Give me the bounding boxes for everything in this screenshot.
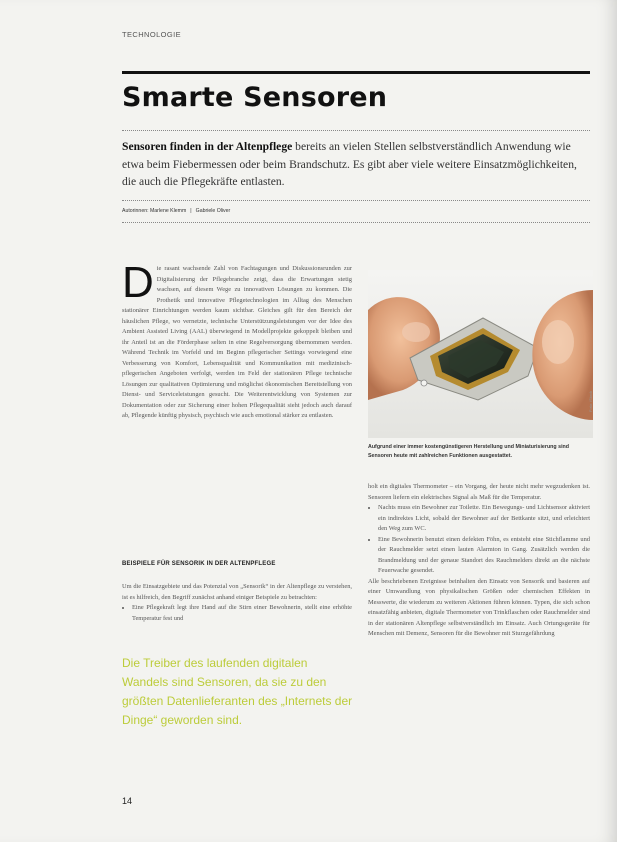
intro-paragraph xyxy=(122,258,352,422)
pull-quote: Die Treiber des laufenden digitalen Wandels sind Sensoren, da sie zu den größten Datenlieferanten des „Internets der Dinge“ geworden sind. xyxy=(122,656,353,727)
page-number: 14 xyxy=(122,796,133,806)
list-item: • Eine Pflegekraft legt ihre Hand auf die Stirn einer Bewohnerin, stellt eine erhöhte Temperatur fest und xyxy=(132,603,352,624)
left-bullet-list xyxy=(122,603,352,624)
dotted-divider-mid xyxy=(122,200,590,201)
author-primary: Autorinnen: Marlene Klemm xyxy=(122,208,187,214)
examples-intro: Um die Einsatzgebiete und das Potenzial von „Sensorik“ in der Altenpflege zu verstehen, ist es hilfreich, den Begriff zunächst anhand einiger Beispiele zu betrachten: xyxy=(122,583,352,601)
list-item: • Nachts muss ein Bewohner zur Toilette. Ein Bewegungs- und Lichtsensor aktiviert ein indirektes Licht, sobald der Bewohner auf der Bettkante sitzt, und erleichtert den Weg zum WC. xyxy=(378,503,590,535)
intro-column xyxy=(122,258,352,422)
right-bullet-list xyxy=(368,503,590,577)
top-rule xyxy=(122,71,590,74)
section-label: TECHNOLOGIE xyxy=(122,30,181,39)
article-title: Smarte Sensoren xyxy=(122,82,388,113)
board-hole xyxy=(421,380,427,386)
author-secondary: Gabriele Oliver xyxy=(195,208,231,214)
right-intro: holt ein digitales Thermometer – ein Vorgang, der heute nicht mehr wegzudenken ist. Sensoren liefern ein elektrisches Signal als Maß für die Temperatur. xyxy=(368,483,590,501)
left-thumbnail xyxy=(402,322,430,342)
lead-text: bereits an vielen Stellen selbstverständlich Anwendung wie etwa beim Fiebermessen oder beim Brandschutz. Es gibt aber viele weitere Einsatzmöglichkeiten, die auch die Pflegekräfte entlasten. xyxy=(122,140,577,188)
right-fingernail xyxy=(542,320,574,364)
intro-body: ie rasant wachsende Zahl von Fachtagungen und Diskussionsrunden zur Digitalisierung der Pflegebranche zeigt, dass die Erwartungen stetig wachsen, auf diesem Wege zu innovativen Lösungen zu kommen. Die Prothetik und innovative Pflegetechnologien im Alltag des Menschen stationärer Einrichtungen werden kaum sichtbar. Gleiches gilt für den Bereich der häuslichen Pflege, wo vernetzte, technische Unterstützungsleistungen vor der Idee des Ambient Assisted Living (AAL) überwiegend in Modellprojekte gekoppelt bleiben und ihr Anteil ist an die Förderphase selten in eine Regelversorgung übernommen werden. Während Technik im Vorfeld und im Beginn pflegerischer Settings vorwiegend eine Verbesserung von Komfort, Lebensqualität und Kommunikation mit medizinisch-pflegerischen Angeboten verfolgt, werden im Feld der stationären Pflege technische Lösungen zur qualitativen Optimierung und möglichst ökonomischen Bereitstellung von Dienst- und Serviceleistungen gesucht. Die Weiterentwicklung von Systemen zur Dokumentation oder zur Sicherung einer hohen Pflegequalität sieht jedoch auch darauf ab, Pflegende künftig physisch, psychisch wie auch emotional stärker zu entlasten. xyxy=(122,265,352,419)
section-subhead: BEISPIELE FÜR SENSORIK IN DER ALTENPFLEGE xyxy=(122,561,276,567)
sensor-photo xyxy=(368,270,593,438)
drop-cap: D xyxy=(122,258,154,307)
author-line xyxy=(122,208,230,214)
dotted-divider-top xyxy=(122,130,590,131)
lead-paragraph xyxy=(122,138,592,191)
dotted-divider-bottom xyxy=(122,222,590,223)
examples-column-right xyxy=(368,482,590,640)
examples-column-left xyxy=(122,582,352,624)
photo-caption: Aufgrund einer immer kostengünstigeren Herstellung und Miniaturisierung sind Sensoren heute mit zahlreichen Funktionen ausgestattet. xyxy=(368,444,570,459)
right-outro: Alle beschriebenen Ereignisse beinhalten den Einsatz von Sensorik und basieren auf einer Umwandlung von physikalischen Größen oder chemischen Effekten in Messwerte, die wiederum zu weiteren Aktionen führen können. Typen, die sich schon einsatzfähig anbieten, digitale Thermometer von Trinkflaschen oder Rauchmelder sind in der stationären Altenpflege selbstverständlich im Einsatz. Auch Ortungsgeräte für Menschen mit Demenz, Sensoren für die Bewohner mit Sturzgefährdung xyxy=(368,577,590,637)
list-item: • Eine Bewohnerin benutzt einen defekten Föhn, es entsteht eine Stichflamme und der Rauchmelder setzt einen lauten Alarmton in Gang. Zusätzlich werden die Brandmeldung und der genaue Standort des Rauchmelders direkt an die nächste Feuerwache gesendet. xyxy=(378,535,590,577)
author-separator: | xyxy=(190,208,192,214)
lead-bold: Sensoren finden in der Altenpflege xyxy=(122,140,293,153)
photo-credit: Foto: iStock xyxy=(588,390,593,412)
